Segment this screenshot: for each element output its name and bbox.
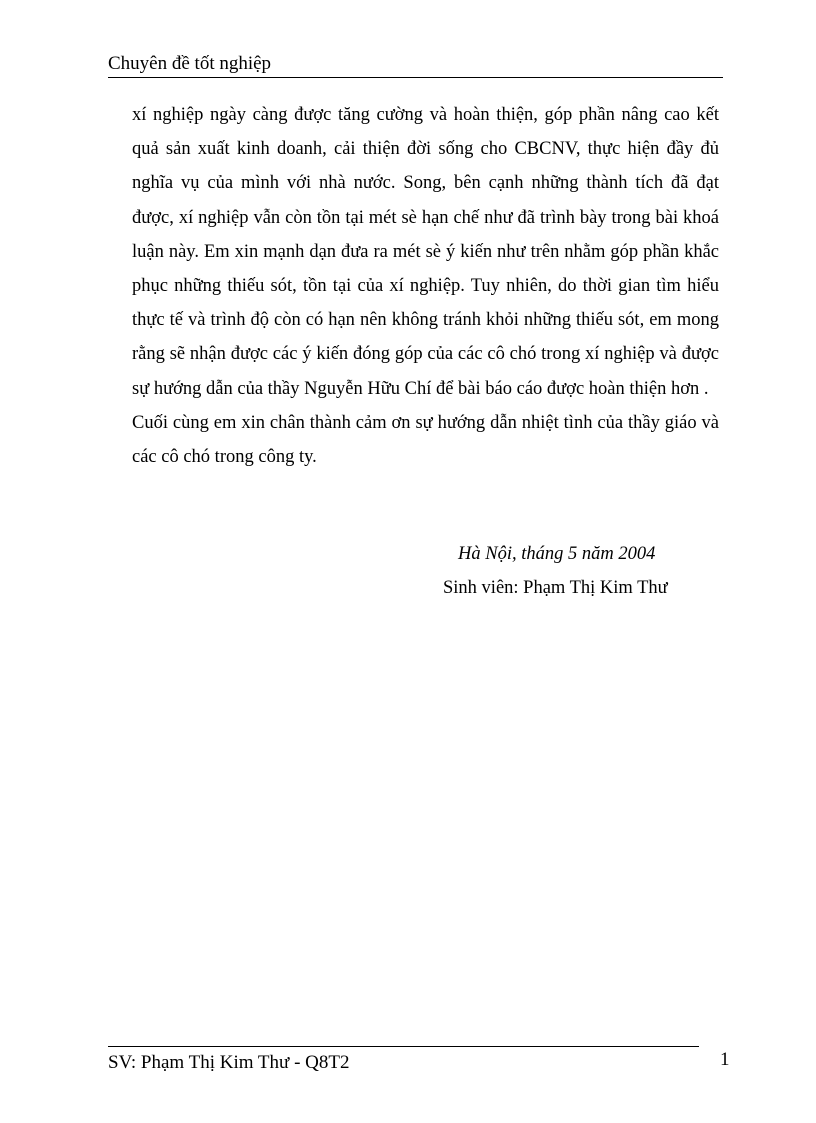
footer-divider: [108, 1046, 699, 1047]
signature-student: Sinh viên: Phạm Thị Kim Thư: [443, 578, 668, 598]
page-header: [108, 50, 723, 78]
footer-student-class: SV: Phạm Thị Kim Thư - Q8T2: [108, 1052, 350, 1073]
page-number: 1: [720, 1049, 730, 1070]
signature-block: [443, 537, 723, 605]
signature-place-date: Hà Nội, tháng 5 năm 2004: [458, 544, 656, 564]
header-title: Chuyên đề tốt nghiệp: [108, 53, 272, 74]
body-paragraph-1: xí nghiệp ngày càng được tăng cường và hoàn thiện, góp phần nâng cao kết quả sản xuất kinh doanh, cải thiện đời sống cho CBCNV, thực hiện đầy đủ nghĩa vụ của mình với nhà nước. Song, bên cạnh những thành tích đã đạt được, xí nghiệp vẫn còn tồn tại mét sè hạn chế như đã trình bày trong bài khoá luận này. Em xin mạnh dạn đưa ra mét sè ý kiến như trên nhằm góp phần khắc phục những thiếu sót, tồn tại của xí nghiệp. Tuy nhiên, do thời gian tìm hiểu thực tế và trình độ còn có hạn nên không tránh khỏi những thiếu sót, em mong rằng sẽ nhận được các ý kiến đóng góp của các cô chó trong xí nghiệp và được sự hướng dẫn của thầy Nguyễn Hữu Chí để bài báo cáo được hoàn thiện hơn .: [132, 105, 719, 399]
body-text: [132, 98, 719, 474]
body-paragraph-2: Cuối cùng em xin chân thành cảm ơn sự hướng dẫn nhiệt tình của thầy giáo và các cô chó trong công ty.: [132, 412, 719, 468]
